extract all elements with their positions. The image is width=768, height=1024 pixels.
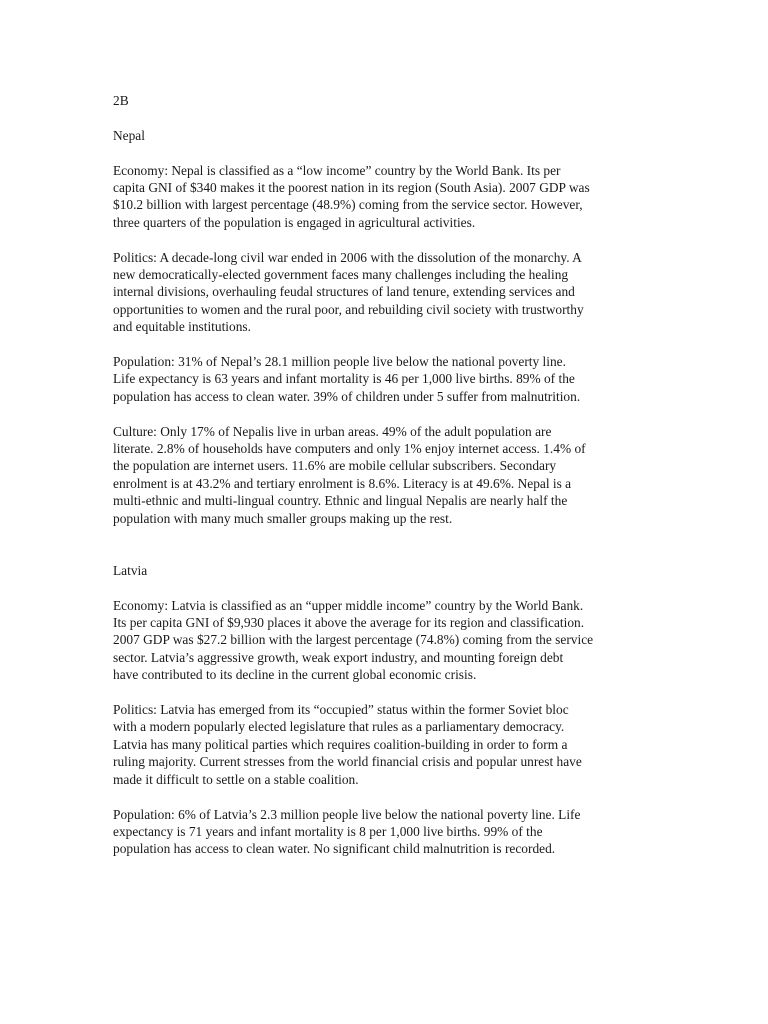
text-line: sector. Latvia’s aggressive growth, weak export industry, and mounting foreign debt — [113, 649, 564, 665]
text-line: Latvia has many political parties which requires coalition-building in order to form a — [113, 736, 568, 752]
paragraph-economy — [113, 162, 661, 232]
text-line: expectancy is 71 years and infant mortality is 8 per 1,000 live births. 99% of the — [113, 823, 543, 839]
paragraph-politics — [113, 701, 661, 788]
text-line: have contributed to its decline in the current global economic crisis. — [113, 667, 477, 683]
text-line: enrolment is at 43.2% and tertiary enrolment is 8.6%. Literacy is at 49.6%. Nepal is a — [113, 475, 572, 491]
paragraph-politics — [113, 249, 661, 336]
paragraph-economy — [113, 597, 661, 684]
text-line: population has access to clean water. 39% of children under 5 suffer from malnutrition. — [113, 388, 581, 404]
text-line: Population: 6% of Latvia’s 2.3 million people live below the national poverty line. Life — [113, 806, 581, 822]
text-line: Politics: Latvia has emerged from its “occupied” status within the former Soviet bloc — [113, 702, 569, 718]
text-line: population has access to clean water. No significant child malnutrition is recorded. — [113, 841, 556, 857]
section-nepal — [113, 127, 661, 527]
paragraph-culture — [113, 423, 661, 527]
text-line: population with many much smaller groups making up the rest. — [113, 510, 453, 526]
text-line: multi-ethnic and multi-lingual country. Ethnic and lingual Nepalis are nearly half the — [113, 493, 568, 509]
text-line: made it difficult to settle on a stable coalition. — [113, 771, 359, 787]
text-line: with a modern popularly elected legislature that rules as a parliamentary democracy. — [113, 719, 565, 735]
text-line: Culture: Only 17% of Nepalis live in urban areas. 49% of the adult population are — [113, 423, 552, 439]
section-title: Latvia — [113, 562, 148, 578]
text-line: 2007 GDP was $27.2 billion with the largest percentage (74.8%) coming from the service — [113, 632, 594, 648]
section-title: Nepal — [113, 127, 145, 143]
text-line: Its per capita GNI of $9,930 places it above the average for its region and classification. — [113, 615, 585, 631]
text-line: Life expectancy is 63 years and infant mortality is 46 per 1,000 live births. 89% of the — [113, 371, 575, 387]
section-spacer — [113, 544, 661, 561]
text-line: new democratically-elected government faces many challenges including the healing — [113, 267, 569, 283]
section-latvia — [113, 562, 661, 858]
document-body — [113, 92, 661, 875]
text-line: internal divisions, overhauling feudal structures of land tenure, extending services and — [113, 284, 575, 300]
text-line: the population are internet users. 11.6% are mobile cellular subscribers. Secondary — [113, 458, 557, 474]
text-line: Economy: Nepal is classified as a “low income” country by the World Bank. Its per — [113, 162, 561, 178]
text-line: Population: 31% of Nepal’s 28.1 million people live below the national poverty line. — [113, 354, 566, 370]
text-line: capita GNI of $340 makes it the poorest nation in its region (South Asia). 2007 GDP was — [113, 180, 590, 195]
text-line: Politics: A decade-long civil war ended in 2006 with the dissolution of the monarchy. A — [113, 249, 582, 265]
text-line: ruling majority. Current stresses from the world financial crisis and popular unrest have — [113, 754, 582, 770]
text-line: literate. 2.8% of households have computers and only 1% enjoy internet access. 1.4% of — [113, 441, 586, 457]
text-line: three quarters of the population is engaged in agricultural activities. — [113, 214, 476, 230]
text-line: opportunities to women and the rural poor, and rebuilding civil society with trustworthy — [113, 301, 584, 317]
text-line: $10.2 billion with largest percentage (48.9%) coming from the service sector. However, — [113, 197, 583, 213]
paragraph-population — [113, 806, 661, 858]
text-line: Economy: Latvia is classified as an “upper middle income” country by the World Bank. — [113, 597, 584, 613]
text-line: and equitable institutions. — [113, 319, 251, 335]
paragraph-population — [113, 353, 661, 405]
document-label: 2B — [113, 93, 129, 108]
